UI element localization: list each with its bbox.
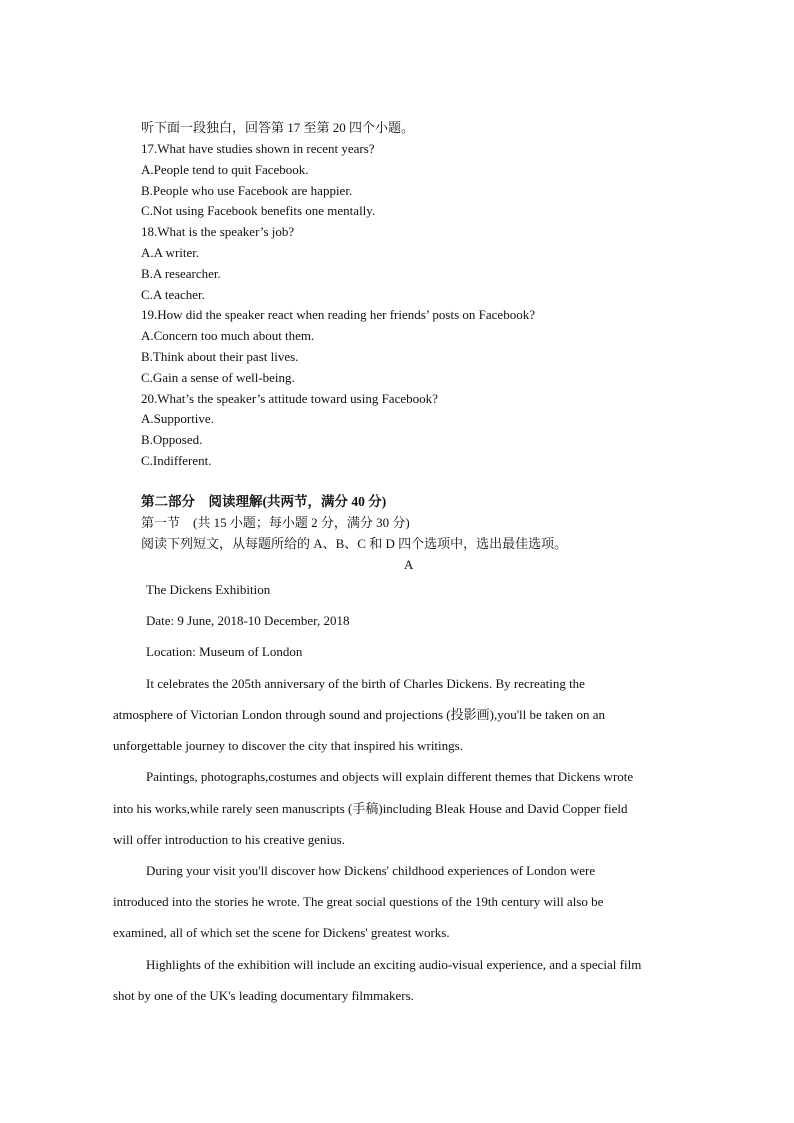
question-20: 20.What’s the speaker’s attitude toward using Facebook? <box>141 391 438 406</box>
paragraph-3-line-3: examined, all of which set the scene for Dickens' greatest works. <box>113 925 450 940</box>
paragraph-3-line-2: introduced into the stories he wrote. The great social questions of the 19th century will also be <box>113 894 604 909</box>
option-19-b: B.Think about their past lives. <box>141 349 299 364</box>
option-17-a: A.People tend to quit Facebook. <box>141 162 309 177</box>
section1-heading: 第一节 (共 15 小题；每小题 2 分，满分 30 分) <box>141 515 410 530</box>
paragraph-2-line-3: will offer introduction to his creative genius. <box>113 832 345 847</box>
article-title: The Dickens Exhibition <box>146 582 271 597</box>
paragraph-3-line-1: During your visit you'll discover how Dickens' childhood experiences of London were <box>146 863 596 878</box>
option-18-c: C.A teacher. <box>141 287 205 302</box>
option-19-c: C.Gain a sense of well-being. <box>141 370 295 385</box>
option-19-a: A.Concern too much about them. <box>141 328 315 343</box>
paragraph-4-line-1: Highlights of the exhibition will include an exciting audio-visual experience, and a special film <box>146 957 642 972</box>
paragraph-2-line-1: Paintings, photographs,costumes and objects will explain different themes that Dickens wrote <box>146 769 634 784</box>
passage-label: A <box>404 557 414 572</box>
paragraph-1-line-2: atmosphere of Victorian London through sound and projections (投影画),you'll be taken on an <box>113 707 605 722</box>
article-date: Date: 9 June, 2018-10 December, 2018 <box>146 613 350 628</box>
question-19: 19.How did the speaker react when reading her friends’ posts on Facebook? <box>141 307 535 322</box>
option-18-a: A.A writer. <box>141 245 200 260</box>
paragraph-4-line-2: shot by one of the UK's leading documentary filmmakers. <box>113 988 414 1003</box>
option-17-c: C.Not using Facebook benefits one mentally. <box>141 203 376 218</box>
paragraph-1-line-3: unforgettable journey to discover the city that inspired his writings. <box>113 738 463 753</box>
option-18-b: B.A researcher. <box>141 266 221 281</box>
option-20-a: A.Supportive. <box>141 411 214 426</box>
option-20-c: C.Indifferent. <box>141 453 212 468</box>
part2-title: 第二部分 阅读理解(共两节，满分 40 分) <box>141 494 387 509</box>
paragraph-1-line-1: It celebrates the 205th anniversary of the birth of Charles Dickens. By recreating the <box>146 676 585 691</box>
question-17: 17.What have studies shown in recent years? <box>141 141 375 156</box>
option-20-b: B.Opposed. <box>141 432 203 447</box>
reading-instruction: 阅读下列短文，从每题所给的 A、B、C 和 D 四个选项中，选出最佳选项。 <box>141 536 568 551</box>
article-location: Location: Museum of London <box>146 644 303 659</box>
option-17-b: B.People who use Facebook are happier. <box>141 183 353 198</box>
paragraph-2-line-2: into his works,while rarely seen manuscripts (手稿)including Bleak House and David Copper field <box>113 801 628 816</box>
question-18: 18.What is the speaker’s job? <box>141 224 295 239</box>
listening-intro: 听下面一段独白，回答第 17 至第 20 四个小题。 <box>141 120 415 135</box>
